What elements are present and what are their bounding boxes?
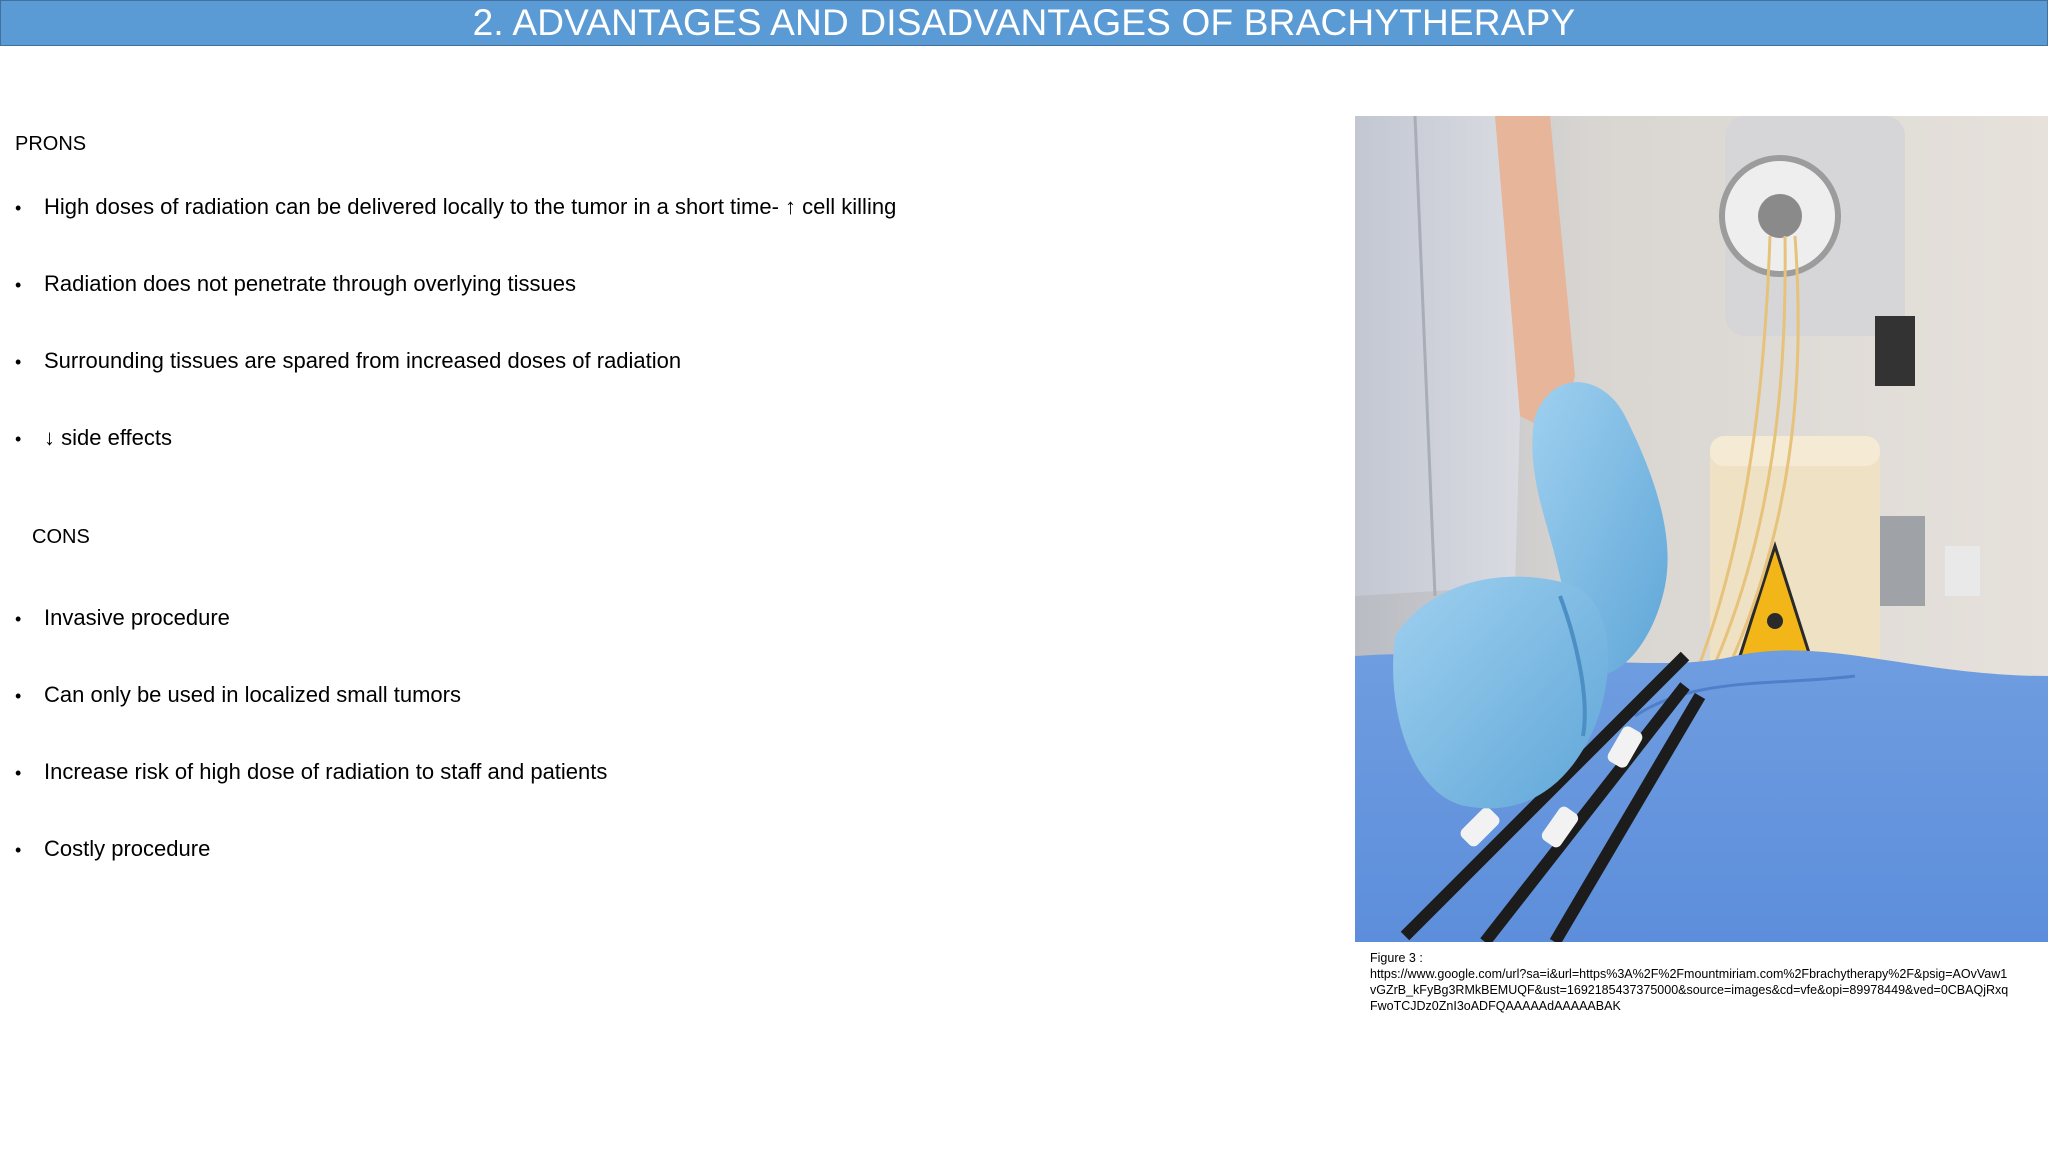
pros-item [15, 271, 576, 297]
bullet-icon: • [15, 429, 22, 449]
bullet-icon: • [15, 686, 22, 706]
pros-item-text: Radiation does not penetrate through overlying tissues [44, 271, 577, 296]
bullet-icon: • [15, 352, 22, 372]
caption-line: https://www.google.com/url?sa=i&url=https%3A%2F%2Fmountmiriam.com%2Fbrachytherapy%2F&psig=AOvVaw1 [1370, 967, 2008, 981]
pros-item [15, 194, 896, 220]
cons-item-text: Increase risk of high dose of radiation to staff and patients [44, 759, 608, 784]
caption-line: FwoTCJDz0ZnI3oADFQAAAAAdAAAAABAK [1370, 999, 1621, 1013]
cons-item-text: Invasive procedure [44, 605, 230, 630]
bullet-icon: • [15, 198, 22, 218]
caption-line: Figure 3 : [1370, 951, 1423, 965]
cons-item [15, 682, 461, 708]
cons-item [15, 605, 230, 631]
pros-item-text: ↓ side effects [44, 425, 172, 450]
pros-item [15, 348, 681, 374]
pros-item-text: Surrounding tissues are spared from increased doses of radiation [44, 348, 682, 373]
caption-line: vGZrB_kFyBg3RMkBEMUQF&ust=1692185437375000&source=images&cd=vfe&opi=89978449&ved=0CBAQjRxq [1370, 983, 2009, 997]
bullet-icon: • [15, 275, 22, 295]
brachytherapy-photo [1355, 116, 2048, 942]
title-bar [0, 0, 2048, 46]
pros-heading: PRONS [15, 133, 87, 155]
pros-item-text: High doses of radiation can be delivered locally to the tumor in a short time- ↑ cell killing [44, 194, 897, 219]
bullet-icon: • [15, 609, 22, 629]
cons-item [15, 836, 210, 862]
bullet-icon: • [15, 840, 22, 860]
figure-caption [1370, 950, 2040, 1014]
cons-heading: CONS [32, 526, 90, 548]
cons-item-text: Costly procedure [44, 836, 211, 861]
cons-item-text: Can only be used in localized small tumors [44, 682, 461, 707]
slide-title: 2. ADVANTAGES AND DISADVANTAGES OF BRACHYTHERAPY [472, 2, 1576, 43]
cons-item [15, 759, 607, 785]
pros-item [15, 425, 172, 451]
bullet-icon: • [15, 763, 22, 783]
